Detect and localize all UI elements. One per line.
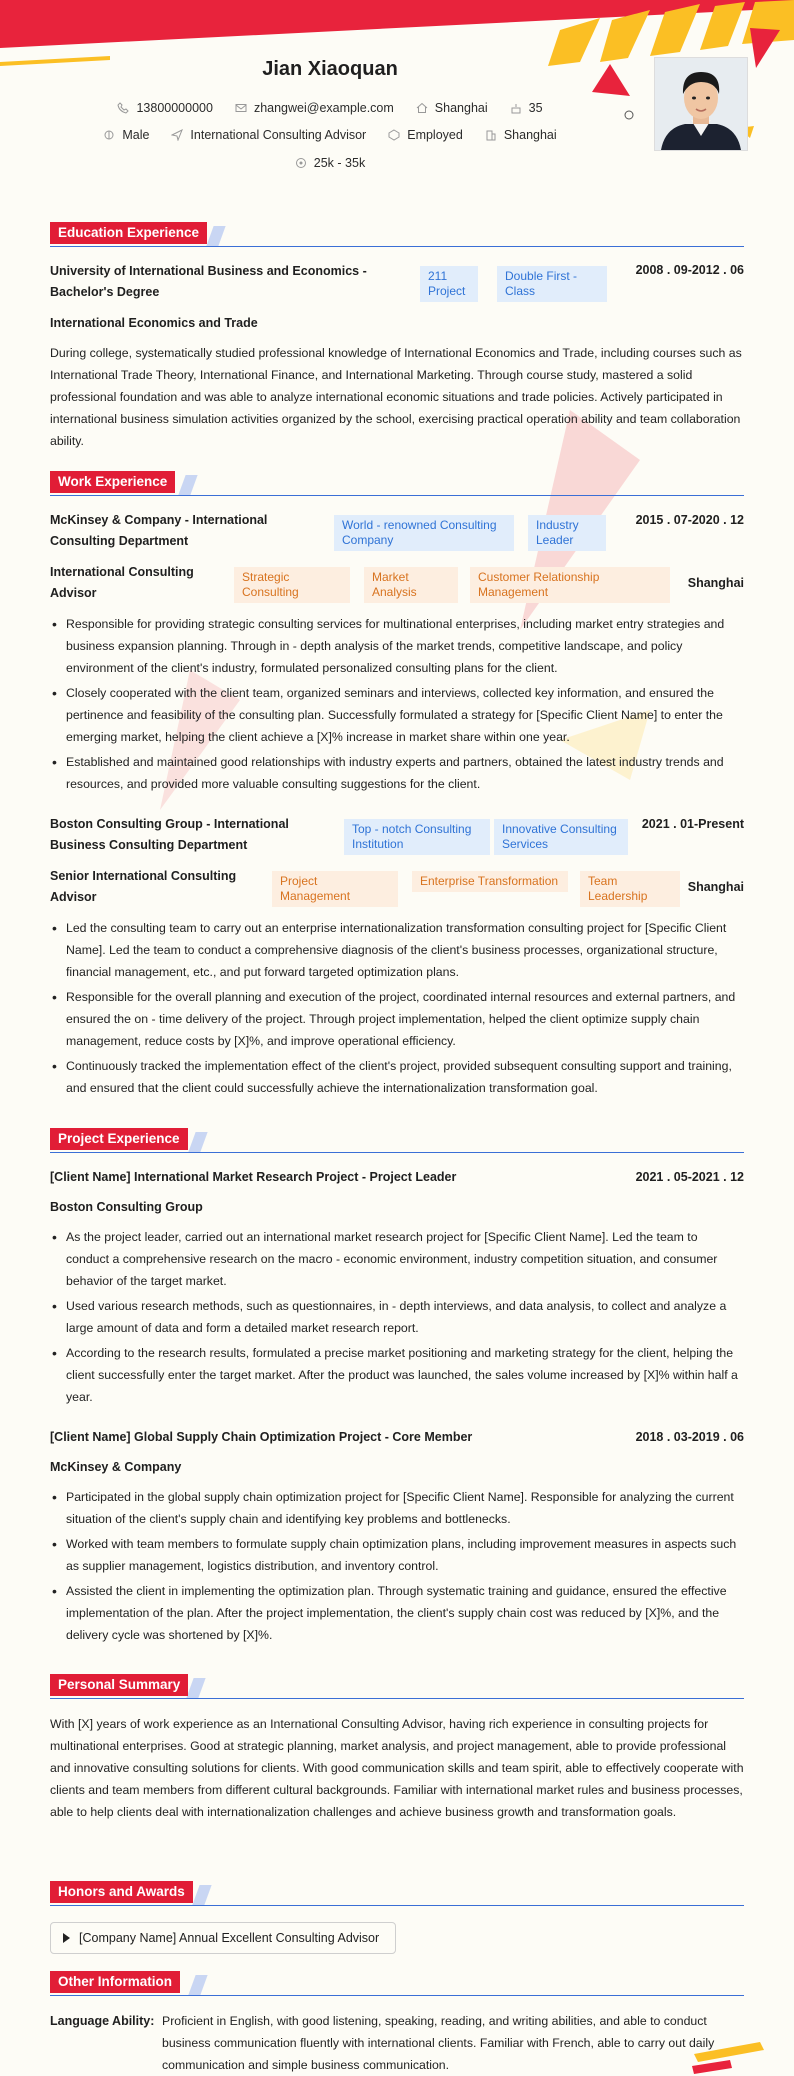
list-item: • Established and maintained good relationships with industry experts and partners, obtained the latest industry trends and resources, and provided more valuable consulting suggestions for the client. [50,751,744,795]
education-school: University of International Business and Economics - Bachelor's Degree [50,264,367,299]
section-title-honors: Honors and Awards [50,1881,193,1903]
building-icon [485,129,497,141]
mail-icon [235,102,247,114]
location-item [416,101,488,115]
list-item: • Continuously tracked the implementation effect of the client's project, provided subsequent consulting support and training, and ensured that the client could successfully achieve the internationalization transformation goal. [50,1055,744,1099]
section-divider [50,246,744,247]
section-divider [50,1995,744,1996]
skill-tag: Team Leadership [580,871,680,907]
gender-value: Male [122,128,150,142]
status-icon [388,129,400,141]
title-accent [188,1975,207,1995]
project-org: Boston Consulting Group [50,1200,203,1214]
work-location: Shanghai [687,880,744,894]
title-accent [178,475,197,495]
email-value: zhangwei@example.com [253,101,394,115]
work-date: 2015 . 07-2020 . 12 [635,513,744,527]
section-title-summary: Personal Summary [50,1674,188,1696]
section-title-work: Work Experience [50,471,175,493]
section-divider [50,495,744,496]
gender-icon [103,129,115,141]
project-date: 2018 . 03-2019 . 06 [635,1430,744,1444]
expand-triangle-icon [63,1933,70,1943]
work-tag: Innovative Consulting Services [494,819,628,855]
list-item: • Participated in the global supply chain optimization project for [Specific Client Name]. Responsible for analyzing the current situation of the client's supply chain and identifying key problems and bottlenecks. [50,1486,744,1530]
work-role: International Consulting Advisor [50,565,194,600]
title-accent [192,1885,211,1905]
age-item [510,101,543,115]
circle-icon [622,108,636,122]
project-details [50,1486,744,1649]
section-honors [50,1881,744,1907]
salary-item [295,156,365,170]
avatar-portrait [655,58,747,150]
phone-icon [117,102,129,114]
phone-item [117,101,212,115]
work-date: 2021 . 01-Present [641,817,744,831]
candidate-name: Jian Xiaoquan [262,58,398,80]
education-description: During college, systematically studied professional knowledge of International Economics and Trade, including courses such as International Trade Theory, International Finance, and International Marketing. Through course study, mastered a solid professional foundation and was able to analyze international economic situations and trade policies. Actively participated in international business simulation activities organized by the school, exercising practical operation ability and team collaboration ability. [50,346,742,448]
age-value: 35 [528,101,543,115]
gender-item [103,128,149,142]
section-other [50,1971,744,1997]
section-title-education: Education Experience [50,222,207,244]
skill-tag: Customer Relationship Management [470,567,670,603]
contact-row [50,101,610,115]
list-item: • As the project leader, carried out an international market research project for [Specific Client Name]. Led the team to conduct a comprehensive research on the macro - economic environment, industry competition situation, and consumer behavior of the target market. [50,1226,744,1292]
cake-icon [510,102,522,114]
section-title-other: Other Information [50,1971,180,1993]
avatar [654,57,748,151]
section-summary [50,1674,744,1700]
section-project [50,1128,744,1154]
list-item: • Worked with team members to formulate supply chain optimization plans, including improvement measures in aspects such as supplier management, logistics distribution, and inventory control. [50,1533,744,1577]
position-value: International Consulting Advisor [190,128,367,142]
work-location: Shanghai [687,576,744,590]
work-responsibilities [50,613,744,798]
list-item: • Used various research methods, such as questionnaires, in - depth interviews, and data analysis, to collect and analyze a large amount of data and form a detailed market research report. [50,1295,744,1339]
skill-tag: Enterprise Transformation [412,871,568,892]
work-company: Boston Consulting Group - International Business Consulting Department [50,817,289,852]
language-label: Language Ability: [50,2014,155,2028]
award-label: [Company Name] Annual Excellent Consulting Advisor [79,1931,380,1945]
section-education [50,222,744,248]
status-item [388,128,463,142]
section-divider [50,1698,744,1699]
work-company: McKinsey & Company - International Consulting Department [50,513,268,548]
project-date: 2021 . 05-2021 . 12 [635,1170,744,1184]
section-work [50,471,744,497]
home-icon [416,102,428,114]
title-accent [186,1678,205,1698]
email-item [235,101,394,115]
language-value: Proficient in English, with good listening, speaking, reading, and writing abilities, and able to conduct business communication fluently with international clients. Familiar with French, able to carry out daily communication and simple business communication. [162,2014,715,2072]
position-item [171,128,366,142]
section-title-project: Project Experience [50,1128,188,1150]
work-role: Senior International Consulting Advisor [50,869,237,904]
red-triangle-icon [744,24,784,74]
section-divider [50,1905,744,1906]
project-title: [Client Name] International Market Research Project - Project Leader [50,1170,457,1184]
salary-value: 25k - 35k [313,156,366,170]
salary-row [50,156,610,170]
project-title: [Client Name] Global Supply Chain Optimization Project - Core Member [50,1430,473,1444]
list-item: • Led the consulting team to carry out an enterprise internationalization transformation consulting project for [Specific Client Name]. Led the team to conduct a comprehensive diagnosis of the client's business processes, organizational structure, financial management, etc., and put forward targeted optimization plans. [50,917,744,983]
skill-tag: Strategic Consulting [234,567,350,603]
list-item: • Responsible for the overall planning and execution of the project, coordinated internal resources and external partners, and ensured the on - time delivery of the project. Through project implementation, helped the client optimize supply chain management, reduce costs by [X]%, and improve operational efficiency. [50,986,744,1052]
list-item: • Responsible for providing strategic consulting services for multinational enterprises, including market entry strategies and business expansion planning. Through in - depth analysis of the market trends, competitive landscape, and policy environment of the client's industry, formulated personalized consulting plans for the client. [50,613,744,679]
work-tag: Industry Leader [528,515,606,551]
list-item: • According to the research results, formulated a precise market positioning and marketing strategy for the client, helping the client successfully enter the target market. After the product was launched, the sales volume increased by [X]% within half a year. [50,1342,744,1408]
education-major: International Economics and Trade [50,316,258,330]
education-tag: Double First - Class [497,266,607,302]
phone-value: 13800000000 [136,101,213,115]
work-tag: World - renowned Consulting Company [334,515,514,551]
list-item: • Closely cooperated with the client team, organized seminars and interviews, collected key information, and ensured the pertinence and feasibility of the consulting plan. Successfully formulated a strategy for [Specific Client Name] to enter the emerging market, helping the client achieve a [X]% increase in market share within one year. [50,682,744,748]
skill-tag: Market Analysis [364,567,458,603]
work-tag: Top - notch Consulting Institution [344,819,490,855]
money-icon [295,157,307,169]
list-item: • Assisted the client in implementing the optimization plan. Through systematic training and guidance, ensured the effective implementation of the plan. After the project implementation, the client's supply chain cost was reduced by [X]%, and the delivery cycle was shortened by [X]%. [50,1580,744,1646]
profile-row [50,128,610,142]
section-divider [50,1152,744,1153]
title-accent [206,226,225,246]
title-accent [188,1132,207,1152]
location-value: Shanghai [434,101,488,115]
award-item[interactable] [50,1922,396,1954]
personal-summary: With [X] years of work experience as an International Consulting Advisor, having rich experience in consulting projects for multinational enterprises. Good at strategic planning, market analysis, and project management, able to provide professional and innovative consulting solutions for clients. With good communication skills and team spirit, able to effectively cooperate with clients and team members from different cultural backgrounds. Familiar with international market rules and business processes, able to help clients deal with internationalization challenges and achieve business growth and transformation goals. [50,1717,744,1819]
work-city-value: Shanghai [503,128,557,142]
status-value: Employed [407,128,463,142]
project-details [50,1226,744,1411]
education-tag: 211 Project [420,266,478,302]
project-org: McKinsey & Company [50,1460,182,1474]
skill-tag: Project Management [272,871,398,907]
send-icon [171,129,183,141]
work-city-item [485,128,557,142]
education-date: 2008 . 09-2012 . 06 [635,263,744,277]
work-responsibilities [50,917,744,1102]
